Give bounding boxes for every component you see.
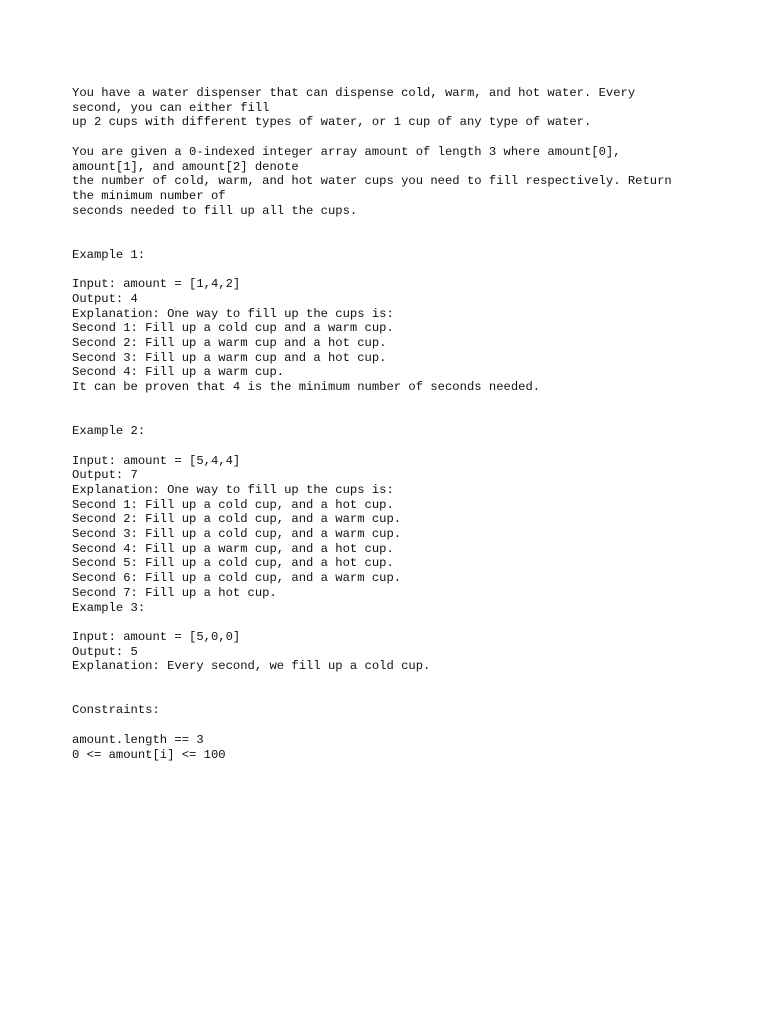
example-line: Output: 4 (72, 291, 138, 306)
spacer (72, 130, 728, 145)
spacer (72, 395, 728, 424)
description-line: You are given a 0-indexed integer array amount of length 3 where amount[0], (72, 144, 621, 159)
example-line: Input: amount = [5,0,0] (72, 629, 241, 644)
example-title: Example 3: (72, 600, 146, 615)
example-line: Explanation: One way to fill up the cups is: (72, 482, 394, 497)
spacer (72, 615, 728, 630)
example-line: Input: amount = [1,4,2] (72, 277, 241, 292)
spacer (72, 439, 728, 454)
example-line: Second 2: Fill up a warm cup and a hot cup. (72, 335, 387, 350)
example-line: Second 2: Fill up a cold cup, and a warm cup. (72, 512, 402, 527)
example-line: Second 6: Fill up a cold cup, and a warm cup. (72, 571, 402, 586)
spacer (72, 674, 728, 703)
example-line: Output: 5 (72, 644, 138, 659)
description-line: up 2 cups with different types of water, or 1 cup of any type of water. (72, 115, 592, 130)
example-title: Example 1: (72, 247, 146, 262)
description-line: You have a water dispenser that can dispense cold, warm, and hot water. Every (72, 86, 636, 100)
description-line: the minimum number of (72, 188, 226, 203)
example-line: Second 4: Fill up a warm cup. (72, 365, 285, 380)
example-line: Second 4: Fill up a warm cup, and a hot cup. (72, 541, 394, 556)
description-line: seconds needed to fill up all the cups. (72, 203, 358, 218)
example-line: Second 3: Fill up a warm cup and a hot cup. (72, 350, 387, 365)
constraints-title: Constraints: (72, 703, 160, 718)
description-line: second, you can either fill (72, 100, 270, 115)
example-line: Second 1: Fill up a cold cup and a warm cup. (72, 321, 394, 336)
spacer (72, 262, 728, 277)
example-2 (72, 424, 728, 600)
example-line: Explanation: One way to fill up the cups is: (72, 306, 394, 321)
spacer (72, 218, 728, 247)
spacer (72, 718, 728, 733)
constraint-line: 0 <= amount[i] <= 100 (72, 747, 226, 762)
example-line: Explanation: Every second, we fill up a cold cup. (72, 659, 431, 674)
description-paragraph-1 (72, 86, 728, 130)
example-line: Second 3: Fill up a cold cup, and a warm cup. (72, 527, 402, 542)
description-line: the number of cold, warm, and hot water cups you need to fill respectively. Return (72, 174, 672, 189)
example-line: Output: 7 (72, 468, 138, 483)
example-line: Second 5: Fill up a cold cup, and a hot cup. (72, 556, 394, 571)
example-3 (72, 601, 728, 675)
constraints-section (72, 703, 728, 762)
example-line: It can be proven that 4 is the minimum number of seconds needed. (72, 380, 541, 395)
example-line: Second 7: Fill up a hot cup. (72, 585, 277, 600)
example-1 (72, 248, 728, 395)
example-line: Input: amount = [5,4,4] (72, 453, 241, 468)
example-line: Second 1: Fill up a cold cup, and a hot cup. (72, 497, 394, 512)
constraint-line: amount.length == 3 (72, 732, 204, 747)
example-title: Example 2: (72, 424, 146, 439)
description-line: amount[1], and amount[2] denote (72, 159, 299, 174)
description-paragraph-2 (72, 145, 728, 219)
